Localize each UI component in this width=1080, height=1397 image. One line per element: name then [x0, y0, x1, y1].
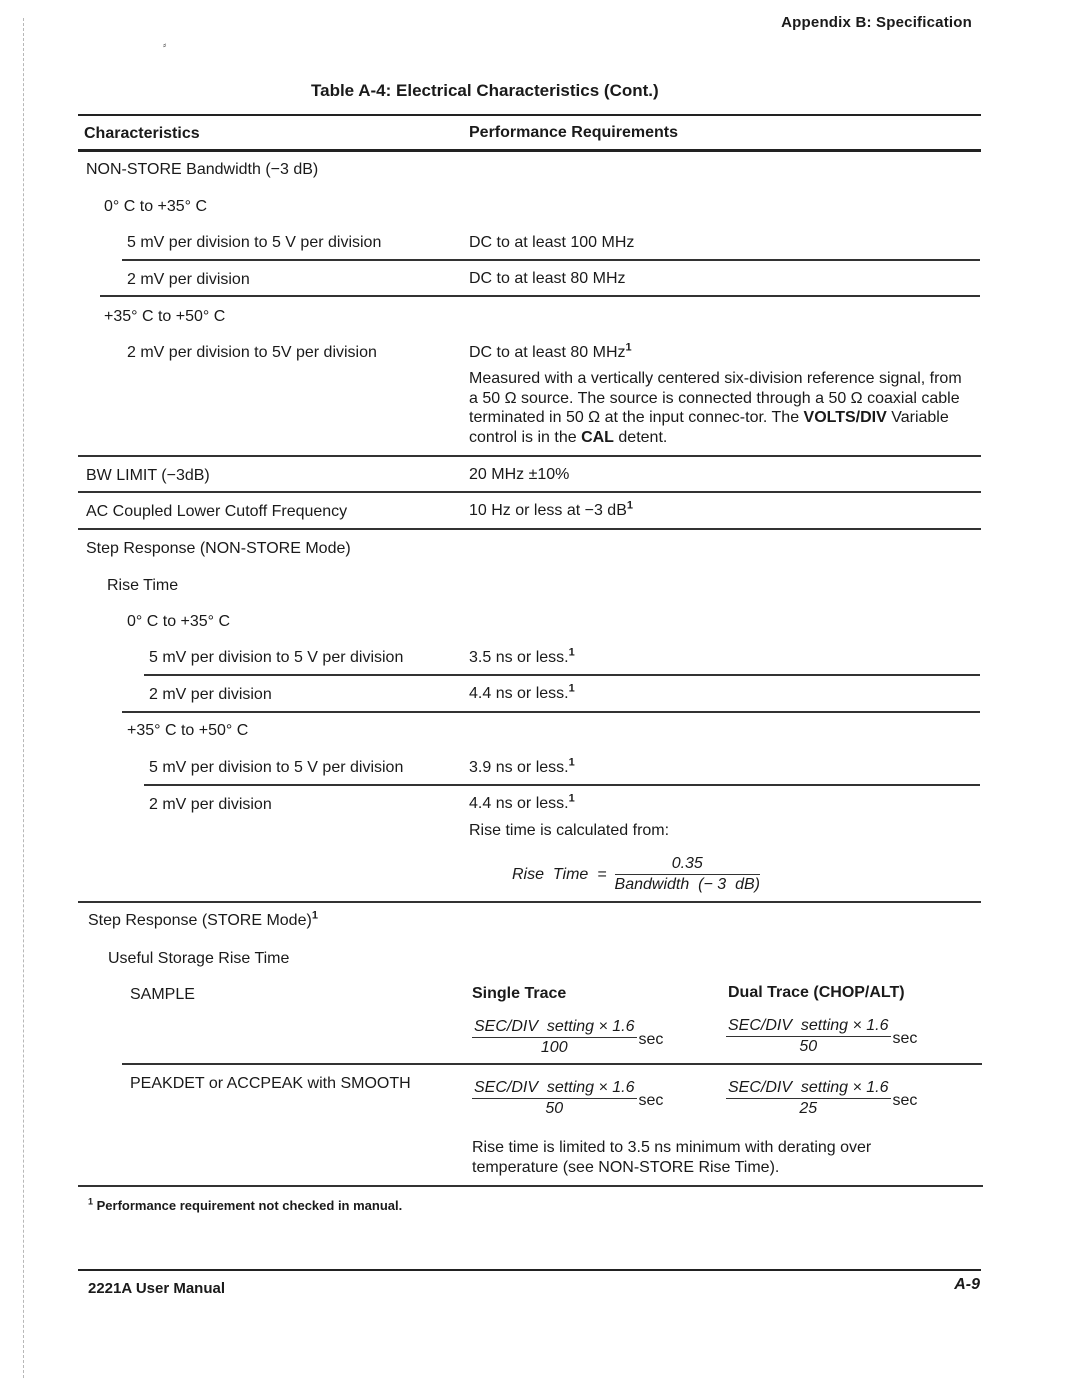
footnote-ref: 1: [568, 756, 575, 769]
table-bottom-rule: [78, 1185, 983, 1187]
formula-numerator: 0.35: [615, 855, 760, 875]
sample-single-formula: [472, 1018, 663, 1057]
step-response-store: Step Response (STORE Mode)$^1$: [88, 909, 318, 929]
row-rule: [78, 455, 981, 457]
footnote-ref: 1: [311, 909, 318, 922]
sample-dual-formula: [726, 1017, 917, 1056]
temp-range-35-50: +35° C to +50° C: [104, 308, 226, 325]
formula-lhs: Rise Time =: [512, 865, 607, 883]
peak-dual-formula: [726, 1079, 917, 1118]
binding-edge: [23, 18, 24, 1378]
peakdet-label: PEAKDET or ACCPEAK with SMOOTH: [130, 1075, 411, 1092]
footer-rule: [78, 1269, 981, 1271]
ac-cutoff-value: 10 Hz or less at −3 $dB^1$: [469, 499, 633, 519]
header-bottom-rule: [78, 149, 981, 152]
useful-storage-rise-time: Useful Storage Rise Time: [108, 950, 290, 967]
footnote-ref: 1: [568, 682, 575, 695]
row-rule: [78, 901, 981, 903]
numerator: SEC/DIV setting × 1.6: [726, 1017, 891, 1037]
formula-denominator: Bandwidth (− 3 dB): [614, 876, 760, 893]
rt-2mv-hot-label: 2 mV per division: [149, 796, 272, 813]
footnote-marker: 1: [88, 1196, 94, 1207]
page-number: A-9: [954, 1276, 980, 1293]
store-rise-time-note: Rise time is limited to 3.5 ns minimum with derating over temperature (see NON-STORE Rise Time).: [472, 1139, 872, 1176]
table-top-rule: [78, 114, 981, 116]
bw-5mv-label: 5 mV per division to 5 V per division: [127, 234, 382, 251]
unit: sec: [638, 1030, 664, 1048]
footnote-ref: 1: [625, 341, 632, 354]
rt-2mv-cold-label: 2 mV per division: [149, 686, 272, 703]
footnote: [88, 1198, 402, 1213]
denominator: 50: [545, 1100, 564, 1117]
ac-cutoff-label: AC Coupled Lower Cutoff Frequency: [86, 503, 348, 520]
fraction: [726, 1079, 891, 1118]
footnote-ref: 1: [568, 792, 575, 805]
running-head: Appendix B: Specification: [781, 14, 972, 31]
rt-2mv-cold-value: 4.4 ns or less.$^1$: [469, 682, 575, 702]
unit: sec: [892, 1029, 918, 1047]
scan-speck: ⸗: [163, 40, 167, 51]
footnote-ref: 1: [568, 646, 575, 659]
bw-5mv-value: DC to at least 100 MHz: [469, 234, 635, 251]
row-rule: [100, 295, 980, 297]
rise-time-label: Rise Time: [107, 577, 179, 594]
row-rule: [78, 491, 981, 493]
rt-5mv-cold-value: 3.5 ns or less.$^1$: [469, 646, 575, 666]
denominator: 100: [540, 1039, 568, 1056]
rt-2mv-hot-value: 4.4 ns or less.$^1$: [469, 792, 575, 812]
rt-temp-35-50: +35° C to +50° C: [127, 722, 249, 739]
rt-5mv-hot-value: 3.9 ns or less.$^1$: [469, 756, 575, 776]
temp-range-0-35: 0° C to +35° C: [104, 198, 208, 215]
unit: sec: [892, 1091, 918, 1109]
bw-hot-label: 2 mV per division to 5V per division: [127, 344, 377, 361]
formula-fraction: [615, 855, 760, 894]
row-rule: [144, 674, 980, 676]
peak-single-formula: [472, 1079, 663, 1118]
numerator: SEC/DIV setting × 1.6: [472, 1079, 637, 1099]
denominator: 25: [799, 1100, 818, 1117]
row-rule: [144, 784, 980, 786]
bw-limit-value: 20 MHz ±10%: [469, 466, 570, 483]
footer-manual-title: 2221A User Manual: [88, 1280, 226, 1297]
numerator: SEC/DIV setting × 1.6: [726, 1079, 891, 1099]
nonstore-bandwidth-label: NON-STORE Bandwidth (−3 dB): [86, 161, 319, 178]
header-performance: Performance Requirements: [469, 124, 678, 141]
rt-5mv-cold-label: 5 mV per division to 5 V per division: [149, 649, 404, 666]
denominator: 50: [799, 1038, 818, 1055]
table-title: Table A-4: Electrical Characteristics (Cont.): [311, 81, 659, 100]
bw-hot-value: DC to at least 80 MHz$^1$: [469, 341, 632, 361]
bw-limit-label: BW LIMIT (−3dB): [86, 467, 210, 484]
bw-2mv-label: 2 mV per division: [127, 271, 250, 288]
unit: sec: [638, 1091, 664, 1109]
header-characteristics: Characteristics: [84, 125, 200, 142]
row-rule: [122, 711, 980, 713]
fraction: [472, 1018, 637, 1057]
bw-measurement-note: Measured with a vertically centered six-division reference signal, from a 50 Ω source. The source is connected through a 50 Ω coaxial cable terminated in 50 Ω at the input connec-tor. The VOLTS/DIV Variable control is in the CAL detent.: [469, 370, 962, 446]
dual-trace-header: Dual Trace (CHOP/ALT): [728, 984, 905, 1001]
single-trace-header: Single Trace: [472, 985, 567, 1002]
step-response-nonstore: Step Response (NON-STORE Mode): [86, 540, 351, 557]
rt-5mv-hot-label: 5 mV per division to 5 V per division: [149, 759, 404, 776]
footnote-ref: 1: [626, 499, 633, 512]
rt-temp-0-35: 0° C to +35° C: [127, 613, 231, 630]
rise-time-formula: [512, 855, 760, 894]
rise-time-calc-note: Rise time is calculated from:: [469, 822, 670, 839]
fraction: [472, 1079, 637, 1118]
numerator: SEC/DIV setting × 1.6: [472, 1018, 637, 1038]
row-rule: [78, 528, 981, 530]
bw-2mv-value: DC to at least 80 MHz: [469, 270, 626, 287]
sample-label: SAMPLE: [130, 986, 195, 1003]
fraction: [726, 1017, 891, 1056]
footnote-text: Performance requirement not checked in manual.: [96, 1198, 403, 1213]
row-rule: [122, 259, 980, 261]
row-rule: [122, 1063, 982, 1065]
